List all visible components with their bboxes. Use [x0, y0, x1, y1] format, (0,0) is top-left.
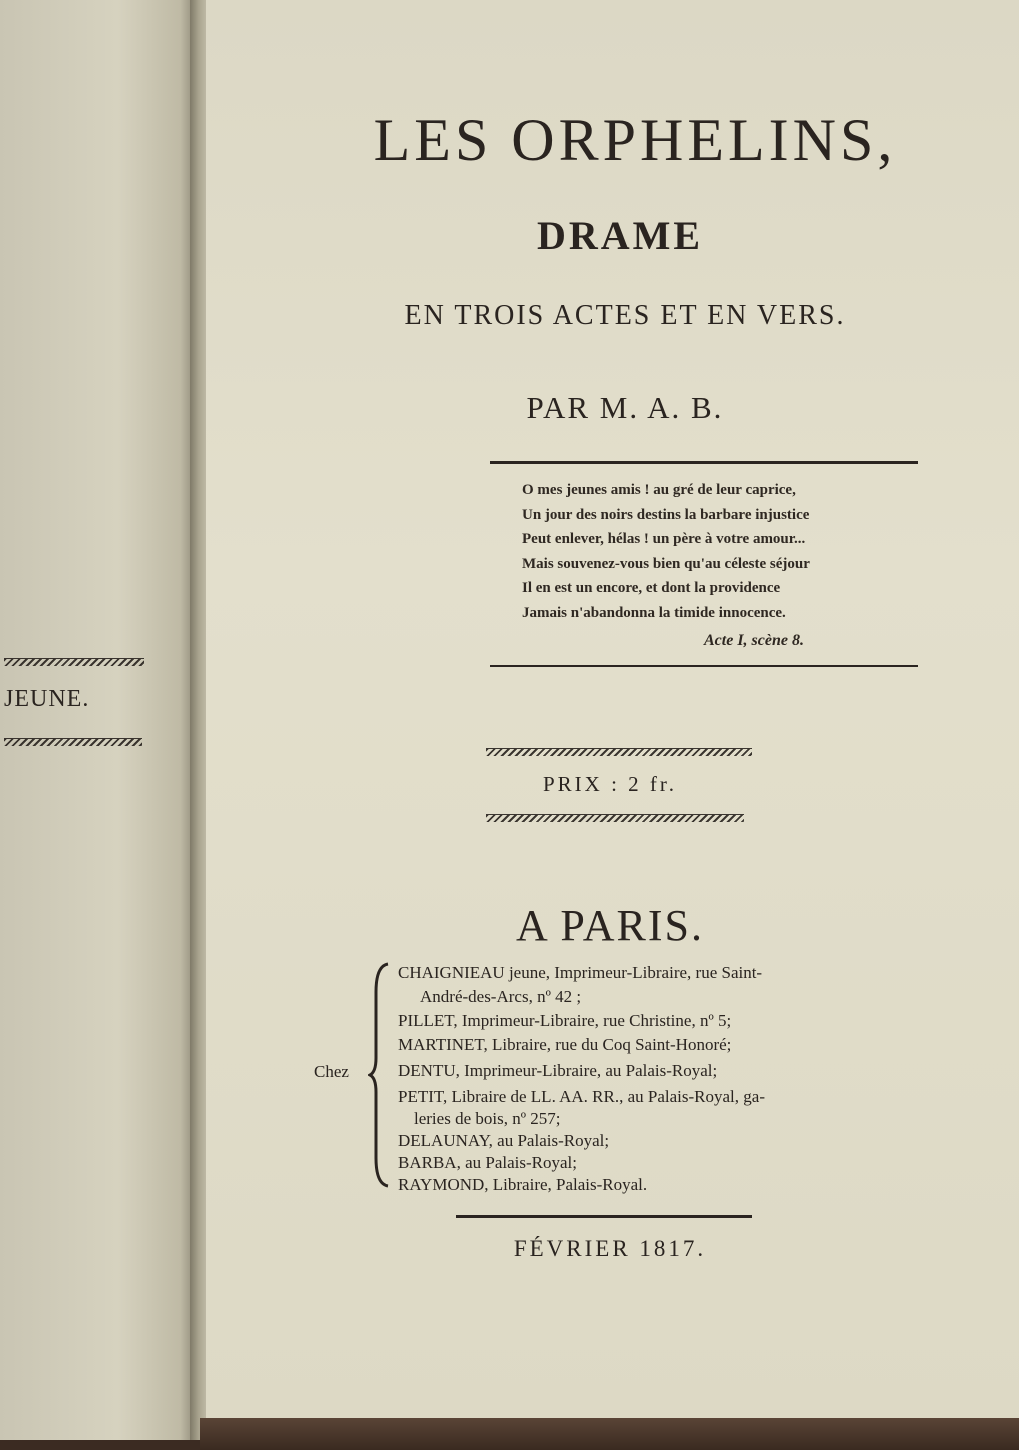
price: PRIX : 2 fr.: [542, 772, 677, 796]
epigraph: [522, 478, 810, 625]
epigraph-line: Mais souvenez-vous bien qu'au céleste séjour: [522, 555, 810, 572]
publisher-line: PETIT, Libraire de LL. AA. RR., au Palais-Royal, ga-: [398, 1087, 765, 1106]
left-ornament-top: [4, 658, 144, 666]
epigraph-top-rule: [490, 461, 918, 464]
book-subtitle: EN TROIS ACTES ET EN VERS.: [404, 300, 846, 331]
left-page-word: JEUNE.: [4, 686, 90, 712]
epigraph-source: Acte I, scène 8.: [704, 632, 804, 649]
epigraph-line: Jamais n'abandonna la timide innocence.: [522, 604, 786, 621]
book-genre: DRAME: [536, 213, 704, 258]
date-rule: [456, 1215, 752, 1218]
price-ornament-bottom: [486, 814, 744, 822]
left-ornament-bottom: [4, 738, 142, 746]
book-cover-edge: [200, 1418, 1019, 1450]
publisher-line: leries de bois, nº 257;: [414, 1109, 561, 1128]
chez-label: Chez: [314, 1062, 349, 1081]
publisher-line: PILLET, Imprimeur-Libraire, rue Christine, nº 5;: [398, 1011, 732, 1030]
left-page: [0, 0, 196, 1440]
publisher-line: BARBA, au Palais-Royal;: [398, 1153, 577, 1172]
publisher-line: André-des-Arcs, nº 42 ;: [420, 987, 582, 1006]
publication-date: FÉVRIER 1817.: [513, 1236, 707, 1261]
place: A PARIS.: [515, 901, 705, 950]
epigraph-line: Un jour des noirs destins la barbare injustice: [522, 506, 810, 523]
publisher-line: DELAUNAY, au Palais-Royal;: [398, 1131, 610, 1150]
epigraph-line: O mes jeunes amis ! au gré de leur caprice,: [522, 482, 796, 498]
book-title: LES ORPHELINS,: [373, 107, 897, 173]
epigraph-line: Peut enlever, hélas ! un père à votre amour...: [522, 531, 806, 547]
publisher-line: RAYMOND, Libraire, Palais-Royal.: [398, 1175, 648, 1194]
publisher-line: MARTINET, Libraire, rue du Coq Saint-Honoré;: [398, 1035, 732, 1054]
publisher-line: CHAIGNIEAU jeune, Imprimeur-Libraire, rue Saint-: [398, 963, 763, 982]
price-ornament-top: [486, 748, 752, 756]
epigraph-line: Il en est un encore, et dont la providence: [522, 580, 781, 596]
publisher-line: DENTU, Imprimeur-Libraire, au Palais-Royal;: [398, 1061, 718, 1080]
brace-icon: [368, 962, 390, 1188]
book-author: PAR M. A. B.: [526, 390, 724, 425]
epigraph-bottom-rule: [490, 665, 918, 667]
